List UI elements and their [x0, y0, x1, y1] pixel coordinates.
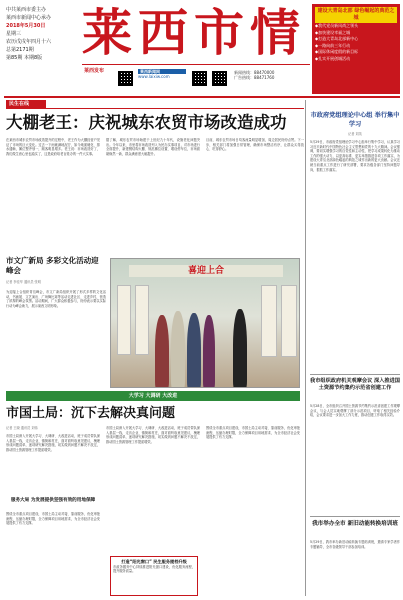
right-byline-1: 记者 刘英 [348, 132, 362, 136]
person-figure [233, 309, 247, 388]
right-rule [310, 516, 400, 517]
land-subhead: 服务大局 为发展提供坚强有效的用地保障 [10, 498, 96, 503]
land-text-col-2: 市国土局深入开展大学习、大调研、大改进活动，班子成员带队深入基层一线，走访企业、镇街和村庄，面对面听取意见建议，梳理形成问题清单，逐项研究解决措施，切实做到问题不解决不放过，推动国土资源管理工作提质增效。 [106, 426, 200, 444]
issue-lunar-date: 农历戊戌年四月十六 [6, 39, 52, 45]
right-headline-1: 市政府党组理论中心组 举行集中学习 [310, 112, 400, 128]
lead-text-col-3: 目前，城东农贸市场日均客流量明显增加，周边居民纷纷点赞。下一步，相关部门将加强日常管理，确保市场整洁有序，让群众买得放心、吃得舒心。 [206, 138, 304, 152]
calligraphy-scroll [135, 285, 149, 355]
sidebar-box [110, 556, 198, 596]
slogan-box [312, 4, 400, 94]
photo-banner: 喜迎上合 [129, 265, 283, 277]
right-text-2: 5月28日，全市组织召开国土资源节约集约示范省创建工作观摩会议，与会人员实地观摩了部分示范项目，听取了相关经验介绍，会议要求进一步加大工作力度，推动创建工作取得实效。 [310, 404, 400, 418]
newspaper-nameplate: 莱西市情 [82, 3, 306, 62]
laixi-release-logo: 莱西发布 [84, 68, 105, 74]
event-photo [110, 258, 300, 388]
issue-info [6, 6, 68, 94]
right-headline-2: 我市组织政府机关观摩会议 深入推进国土资源节约集约示范省创建工作 [310, 378, 400, 392]
right-text-3: 5月29日，我市举办新旧动能转换专题培训班，邀请专家学者作专题辅导，全市各级领导干部参加培训。 [310, 540, 400, 549]
issue-total: 总第2171期 [6, 47, 34, 53]
person-figure [187, 313, 201, 388]
section-rule [46, 108, 304, 109]
right-rule [310, 374, 400, 375]
slogan-item: ◆我代党员新风尚之领头 [315, 23, 359, 28]
calligraphy-scroll [261, 285, 277, 357]
lead-text-col-2: 据了解，城东农贸市场始建于上世纪九十年代，设施老化问题突出。今年以来，市里将市场改造列入为民办实事项目，对市场进行全面提升，新建钢结构大棚、规范摊位设置、增设停车位，市场面貌焕然一新，群众满意度大幅提升。 [106, 138, 200, 156]
right-text-1: 5月29日，市政府党组理论学习中心组举行集中学习，认真学习习近平新时代中国特色社会主义思想和党的十九大精神。会议强调，要切实增强学习的自觉性和主动性，把学习成果转化为推动工作的强大动力，以更高标准、更实举措推进各项工作落实，为建设大青岛北部绿色崛起的典范之城作出新的更大贡献。会议还就当前重点工作进行了研究部署，要求各级各部门坚持问题导向，狠抓工作落实。 [310, 140, 400, 172]
culture-text: 为迎接上合组织青岛峰会，市文广新局组织开展了形式多样的文化活动，书画展、文艺演出、广场舞比赛等活动走进社区、走进乡村，营造了浓厚的峰会氛围。活动期间，广大群众积极参与，纷纷表示要以实际行动为峰会助力，展示莱西文明形象。 [6, 290, 106, 308]
lead-text-col-1: 在莱西市城东农贸市场改造提升的过程中，老王作为大棚经营户见证了市场的巨大变化。过去一下雨就满地泥泞，如今地面硬化、排水通畅，摊位整齐划一，顾客明显增多。老王说：市场改造好了，我们做生意心里也踏实了，这是政府给老百姓办的一件大实事。 [6, 138, 100, 156]
sidebar-box-text: 市政务服务中心持续推进阳光窗口建设，优化服务流程，提升服务质量。 [113, 564, 195, 574]
issue-date: 2018年5月30日 [6, 23, 46, 29]
land-headline: 市国土局：沉下去解决真问题 [6, 406, 176, 421]
land-text-col-3: 围绕全市重点项目建设，市国土局主动对接、靠前服务，优化审批流程，压缩办理时限，全力保障项目用地需求，为全市经济社会发展提供了有力支撑。 [206, 426, 300, 440]
masthead [0, 0, 403, 98]
slogan-item: ◆打造大青岛北部新中心 [315, 36, 359, 42]
laixi-news-logo: 莱西新闻网 [138, 69, 186, 74]
publisher-line-1: 中共莱西市委主办 [6, 7, 47, 13]
slogan-item: ◆国际休闲度假的新目标 [315, 49, 359, 55]
ad-hotline: 广告热线：88471760 [234, 75, 275, 80]
city-slogan: 建设大青岛北部 绿色崛起的典范之城 [315, 7, 397, 23]
sidebar-box-title: 打造“阳光窗口” 民生服务提档升级 [121, 559, 187, 564]
issue-pages: 第85期 本期8版 [6, 55, 43, 61]
campaign-slogan-bar: 大学习 大调研 大改进 [6, 391, 300, 401]
qr-code-icon [192, 71, 207, 86]
section-label: 民生在线 [6, 100, 46, 109]
land-subhead-text: 围绕全市重点项目建设，市国土局主动对接、靠前服务，优化审批流程，压缩办理时限，全力保障项目用地需求，为全市经济社会发展提供了有力支撑。 [6, 512, 100, 526]
news-hotline: 新闻热线：88470000 [234, 70, 275, 75]
land-text: 市国土局深入开展大学习、大调研、大改进活动，班子成员带队深入基层一线，走访企业、镇街和村庄，面对面听取意见建议，梳理形成问题清单，逐项研究解决措施，切实做到问题不解决不放过，推动国土资源管理工作提质增效。 [6, 434, 100, 452]
culture-headline: 市文广新局 多彩文化活动迎峰会 [6, 256, 99, 275]
column-divider [305, 100, 306, 596]
person-figure [171, 311, 185, 388]
slogan-item: ◆扎实开展创城活动 [315, 55, 351, 61]
slogan-item: ◆一路向前三年行动 [315, 42, 351, 48]
right-headline-3: 我市举办全市 新旧动能转换培训班 [312, 521, 398, 527]
publisher-line-2: 莱西市新闻中心承办 [6, 15, 52, 21]
calligraphy-scroll [117, 285, 131, 355]
issue-weekday: 星期三 [6, 31, 22, 37]
masthead-subbar [82, 64, 310, 94]
news-site-url: www.laixiw.com [138, 74, 170, 79]
slogan-item: ◆加快建设幸福之城 [315, 29, 351, 35]
calligraphy-scroll [281, 285, 297, 357]
lead-headline: 大棚老王：庆祝城东农贸市场改造成功 [6, 113, 287, 132]
land-byline: 记者 王晓 通讯员 刘伟 [6, 426, 38, 430]
masthead-rule [4, 96, 400, 98]
qr-code-icon [212, 71, 227, 86]
person-figure [155, 315, 169, 388]
culture-byline: 记者 李佳华 通讯员 张明 [6, 280, 41, 284]
person-figure [203, 315, 215, 388]
qr-code-icon [118, 71, 133, 86]
